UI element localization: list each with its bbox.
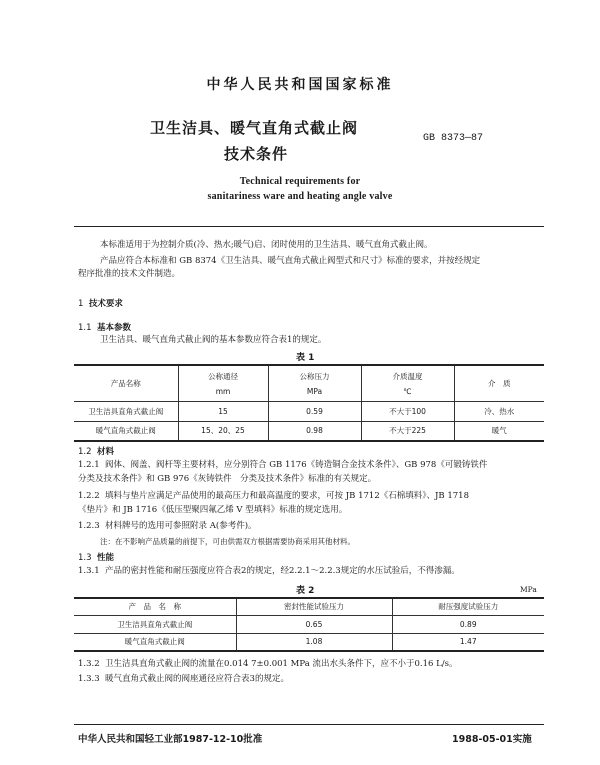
intro-paragraph-2a: 产品应符合本标准和 GB 8374《卫生洁具、暖气直角式截止阀型式和尺寸》标准的要求，并按经规定 (100, 256, 481, 266)
section-1-2-heading (78, 445, 114, 457)
clause-1-3-2: 1.3.2 卫生洁具直角式截止阀的流量在0.014 7±0.001 MPa 流出水头条件下，应不小于0.16 L/s。 (78, 659, 458, 669)
table-row (74, 421, 544, 441)
table-2-header-cell: 产 品 名 称 (74, 598, 236, 615)
table-2-header-row (74, 598, 544, 615)
national-standard-title: 中华人民共和国国家标准 (206, 77, 394, 93)
table-cell: 15、20、25 (178, 421, 268, 441)
table-cell: 1.08 (236, 633, 392, 651)
table-cell: 不大于100 (361, 401, 454, 421)
table-cell: 0.98 (268, 421, 361, 441)
table-2-header-cell: 密封性能试验压力 (236, 598, 392, 615)
table-1-header-cell: 介 质 (454, 365, 544, 401)
section-number: 1.1 (78, 323, 92, 333)
clause-1-2-2-line1: 1.2.2 填料与垫片应满足产品使用的最高压力和最高温度的要求，可按 JB 1712《石棉填料》、JB 1718 (78, 491, 469, 501)
table-1-header-cell: 介质温度 ℃ (361, 365, 454, 401)
table-cell: 卫生洁具直角式截止阀 (74, 401, 178, 421)
section-1-3-heading (78, 551, 114, 563)
approval-line: 中华人民共和国轻工业部1987-12-10批准 (78, 734, 263, 745)
header-divider (74, 226, 544, 227)
table-2-caption: 表 2 (296, 586, 315, 596)
table-1-header-cell: 公称通径 mm (178, 365, 268, 401)
clause-1-2-2-line2: 《垫片》和 JB 1716《低压型聚四氟乙烯 V 型填料》标准的规定选用。 (78, 505, 348, 515)
english-title-line2: sanitariness ware and heating angle valve (207, 191, 393, 202)
section-title: 性能 (96, 553, 114, 563)
table-2 (74, 597, 544, 652)
table-cell: 暖气 (454, 421, 544, 441)
clause-1-2-1-line1: 1.2.1 阀体、阀盖、阀杆等主要材料，应分别符合 GB 1176《铸造铜合金技术条件》、GB 978《可锻铸铁件 (78, 460, 488, 470)
table-cell: 0.59 (268, 401, 361, 421)
table-1-header-cell: 产品名称 (74, 365, 178, 401)
table-cell: 0.65 (236, 615, 392, 633)
table-2-unit: MPa (520, 585, 537, 594)
section-1-1-heading (78, 321, 131, 333)
table-cell: 暖气直角式截止阀 (74, 421, 178, 441)
material-note: 注：在不影响产品质量的前提下，可由供需双方根据需要协商采用其他材料。 (100, 537, 355, 546)
table-2-header-cell: 耐压强度试验压力 (392, 598, 544, 615)
table-1-header-row (74, 365, 544, 401)
table-cell: 0.89 (392, 615, 544, 633)
table-cell: 1.47 (392, 633, 544, 651)
table-cell: 暖气直角式截止阀 (74, 633, 236, 651)
doc-title-line2: 技术条件 (224, 145, 289, 163)
clause-1-3-1: 1.3.1 产品的密封性能和耐压强度应符合表2的规定，经2.2.1～2.2.3规定的水压试验后，不得渗漏。 (78, 566, 460, 576)
section-title: 技术要求 (88, 299, 123, 309)
footer-divider (74, 724, 544, 725)
section-title: 基本参数 (96, 323, 131, 333)
table-row (74, 615, 544, 633)
table-row (74, 401, 544, 421)
clause-1-3-3: 1.3.3 暖气直角式截止阀的阀座通径应符合表3的规定。 (78, 674, 289, 684)
english-title-line1: Technical requirements for (239, 176, 361, 187)
table-cell: 卫生洁具直角式截止阀 (74, 615, 236, 633)
section-1-1-text: 卫生洁具、暖气直角式截止阀的基本参数应符合表1的规定。 (100, 335, 327, 345)
table-1-header-cell: 公称压力 MPa (268, 365, 361, 401)
effective-date: 1988-05-01实施 (452, 734, 532, 745)
clause-1-2-1-line2: 分类及技术条件》和 GB 976《灰铸铁件 分类及技术条件》标准的有关规定。 (78, 474, 377, 484)
section-1-heading (78, 297, 123, 309)
section-number: 1.3 (78, 553, 92, 563)
table-1 (74, 364, 544, 442)
table-cell: 15 (178, 401, 268, 421)
intro-paragraph-1: 本标准适用于为控制介质(冷、热水;暖气)启、闭时使用的卫生洁具、暖气直角式截止阀。 (100, 240, 433, 250)
intro-paragraph-2b: 程序批准的技术文件制造。 (78, 269, 181, 279)
standard-code: GB 8373—87 (423, 133, 484, 144)
section-number: 1 (78, 299, 84, 309)
table-row (74, 633, 544, 651)
table-cell: 冷、热水 (454, 401, 544, 421)
section-number: 1.2 (78, 447, 92, 457)
doc-title-line1: 卫生洁具、暖气直角式截止阀 (150, 119, 359, 137)
table-cell: 不大于225 (361, 421, 454, 441)
section-title: 材料 (96, 447, 114, 457)
clause-1-2-3: 1.2.3 材料牌号的选用可参照附录 A(参考件)。 (78, 521, 257, 531)
table-1-caption: 表 1 (296, 353, 315, 363)
